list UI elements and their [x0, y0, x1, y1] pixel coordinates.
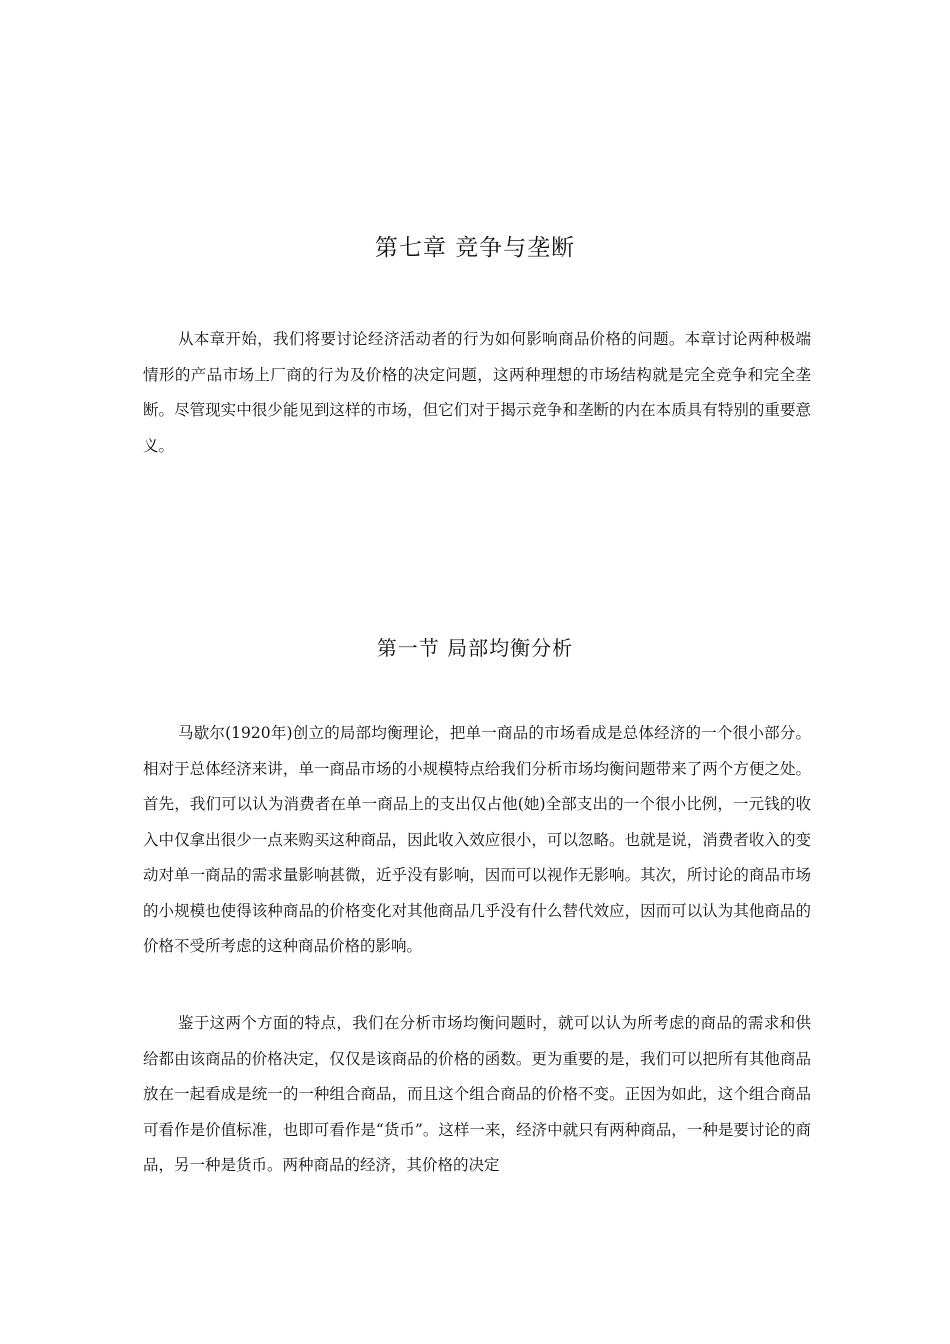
section-paragraph-1: 马歇尔(1920年)创立的局部均衡理论，把单一商品的市场看成是总体经济的一个很小部分。相对于总体经济来讲，单一商品市场的小规模特点给我们分析市场均衡问题带来了两个方便之处。首先，我们可以认为消费者在单一商品上的支出仅占他(她)全部支出的一个很小比例，一元钱的收入中仅拿出很少一点来购买这种商品，因此收入效应很小，可以忽略。也就是说，消费者收入的变动对单一商品的需求量影响甚微，近乎没有影响，因而可以视作无影响。其次，所讨论的商品市场的小规模也使得该种商品的价格变化对其他商品几乎没有什么替代效应，因而可以认为其他商品的价格不受所考虑的这种商品价格的影响。 [143, 724, 811, 955]
chapter-title: 第七章 竞争与垄断 [374, 235, 576, 261]
section-title: 第一节 局部均衡分析 [376, 636, 574, 660]
section-paragraph-2: 鉴于这两个方面的特点，我们在分析市场均衡问题时，就可以认为所考虑的商品的需求和供给都由该商品的价格决定，仅仅是该商品的价格的函数。更为重要的是，我们可以把所有其他商品放在一起看成是统一的一种组合商品，而且这个组合商品的价格不变。正因为如此，这个组合商品可看作是价值标准，也即可看作是“货币”。这样一来，经济中就只有两种商品，一种是要讨论的商品，另一种是货币。两种商品的经济，其价格的决定 [143, 1014, 811, 1174]
chapter-intro-paragraph: 从本章开始，我们将要讨论经济活动者的行为如何影响商品价格的问题。本章讨论两种极端情形的产品市场上厂商的行为及价格的决定问题，这两种理想的市场结构就是完全竞争和完全垄断。尽管现实中很少能见到这样的市场，但它们对于揭示竞争和垄断的内在本质具有特别的重要意义。 [143, 330, 811, 455]
